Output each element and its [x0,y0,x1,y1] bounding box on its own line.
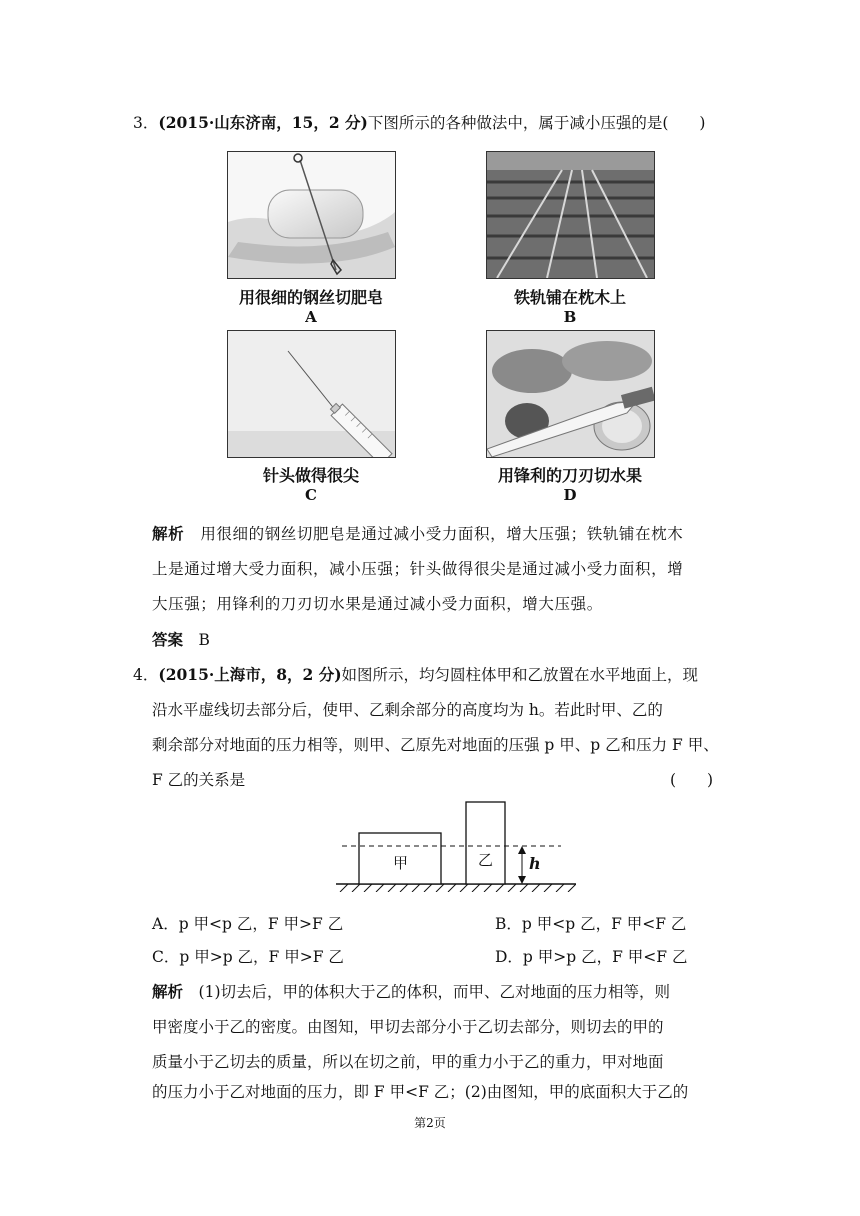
image-b-rails-sleepers [486,151,655,279]
q3-analysis-text-1: 用很细的钢丝切肥皂是通过减小受力面积，增大压强；铁轨铺在枕木 [200,525,684,543]
q4-option-c: C．p 甲>p 乙，F 甲>F 乙 [152,948,344,966]
q3-analysis-line-3: 大压强；用锋利的刀刃切水果是通过减小受力面积，增大压强。 [152,595,603,613]
q4-option-d: D．p 甲>p 乙，F 甲<F 乙 [495,948,688,966]
q4-stem-line-2: 沿水平虚线切去部分后，使甲、乙剩余部分的高度均为 h。若此时甲、乙的 [152,701,663,719]
q4-analysis-line-2: 甲密度小于乙的密度。由图知，甲切去部分小于乙切去部分，则切去的甲的 [152,1018,664,1036]
q3-stem [133,113,705,133]
image-d-knife-fruit [486,330,655,458]
q4-figure-label-jia: 甲 [393,854,409,872]
q4-analysis-text-1: (1)切去后，甲的体积大于乙的体积，而甲、乙对地面的压力相等，则 [198,983,670,1001]
q3-stem-text: 下图所示的各种做法中，属于减小压强的是( ) [367,114,706,132]
image-d-caption: 用锋利的刀刃切水果 [497,466,642,485]
q4-stem-line-1 [133,665,698,685]
image-a-soap-wire [227,151,396,279]
q4-analysis-line-3: 质量小于乙切去的质量，所以在切之前，甲的重力小于乙的重力，甲对地面 [152,1053,664,1071]
q3-analysis-label: 解析 [152,524,185,543]
image-c-caption: 针头做得很尖 [262,466,359,485]
q4-stem-line-3: 剩余部分对地面的压力相等，则甲、乙原先对地面的压强 p 甲、p 乙和压力 F 甲、 [152,736,719,754]
q4-analysis-label: 解析 [152,982,184,1001]
q4-bracket: ( ) [670,771,714,789]
q4-option-a: A．p 甲<p 乙，F 甲>F 乙 [152,915,344,933]
q3-answer-value: B [198,631,210,649]
q4-source: (2015·上海市，8，2 分) [158,665,342,684]
image-c-syringe [227,330,396,458]
q4-figure-label-h: h [529,854,541,873]
q4-figure-label-yi: 乙 [478,851,494,869]
q4-number: 4． [133,666,159,684]
q4-stem-text-1: 如图所示，均匀圆柱体甲和乙放置在水平地面上，现 [341,666,699,684]
image-d-letter: D [563,486,577,504]
image-c-letter: C [305,486,317,504]
q3-answer [152,630,210,650]
image-a-caption: 用很细的钢丝切肥皂 [238,288,383,307]
image-a-letter: A [305,308,317,326]
image-b-letter: B [563,308,577,326]
q3-number: 3． [133,114,159,132]
q3-analysis-line-1 [152,524,683,544]
q3-analysis-line-2: 上是通过增大受力面积，减小压强；针头做得很尖是通过减小受力面积，增 [152,560,684,578]
q4-analysis-line-1 [152,982,670,1002]
q4-option-b: B．p 甲<p 乙，F 甲<F 乙 [495,915,687,933]
page-number: 第2页 [414,1116,446,1130]
q4-analysis-line-4: 的压力小于乙对地面的压力，即 F 甲<F 乙；(2)由图知，甲的底面积大于乙的 [152,1083,689,1101]
image-b-caption: 铁轨铺在枕木上 [513,288,626,307]
q4-stem-line-4: F 乙的关系是 [152,771,246,789]
q4-figure [336,800,576,892]
q3-source: (2015·山东济南，15，2 分) [158,113,368,132]
q3-answer-label: 答案 [152,630,184,649]
